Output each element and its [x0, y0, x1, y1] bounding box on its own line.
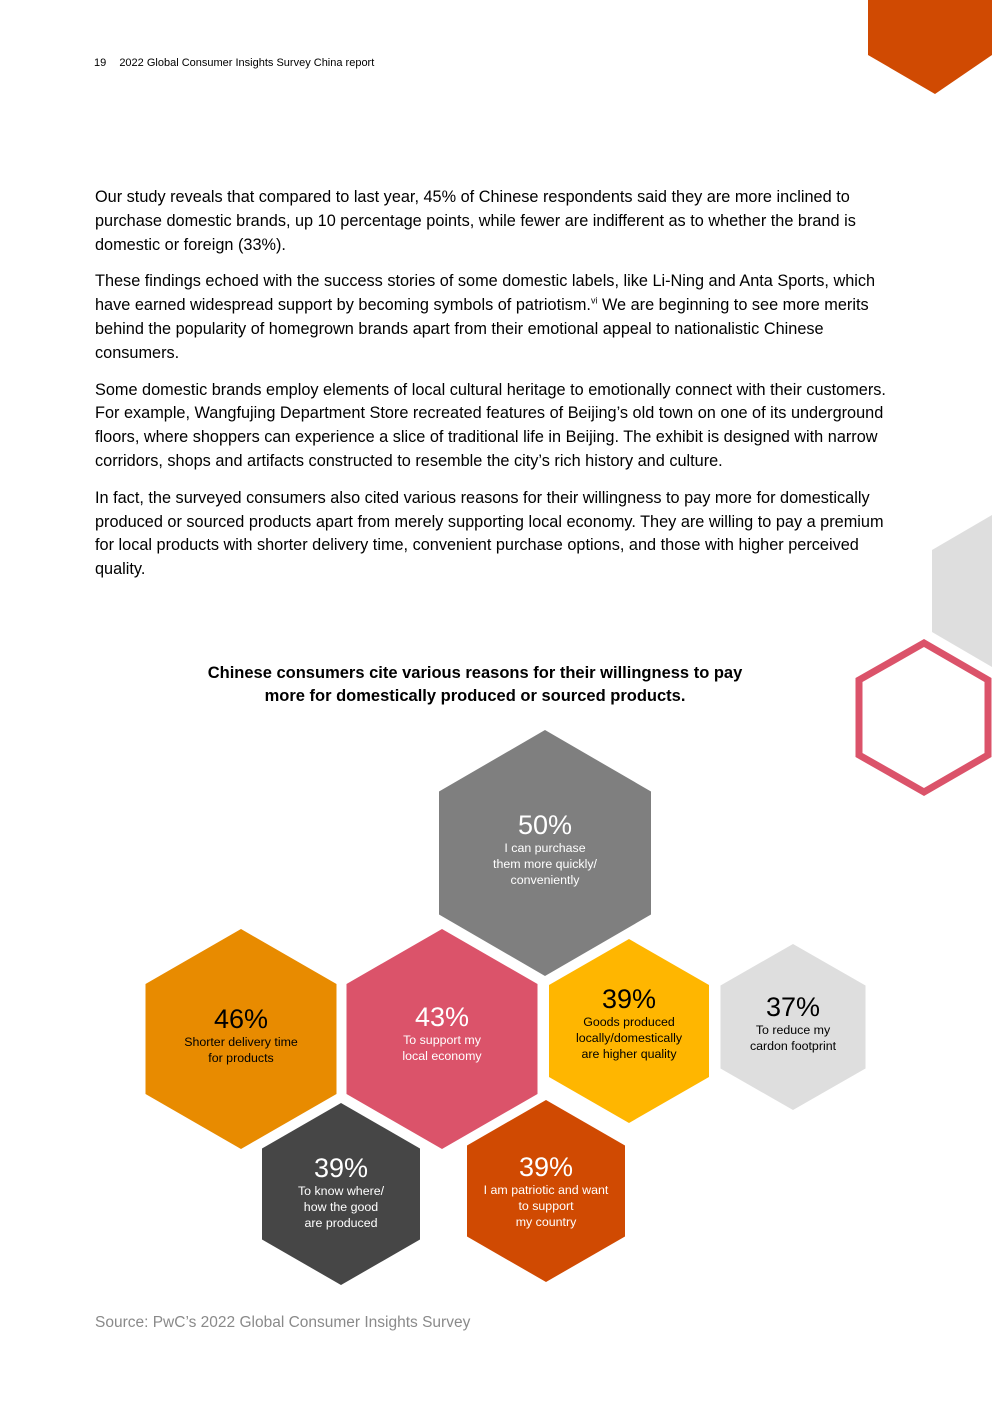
paragraph-2-part-1: These findings echoed with the success stories of some domestic labels, like Li-Ning and Anta Sports, which have earned widespread support by becoming symbols of patriotism.: [95, 272, 876, 315]
hexagon-label-line: To reduce my: [755, 1023, 831, 1037]
hexagon-label-line: To know where/: [297, 1184, 385, 1198]
hexagon-percentage: 43%: [414, 1002, 470, 1032]
hexagon-percentage: 50%: [517, 810, 573, 840]
hexagon-label-line: local economy: [402, 1049, 482, 1063]
paragraph-2-part-2: We are beginning to see more merits behind the popularity of homegrown brands apart from their emotional appeal to nationalistic Chinese consumers.: [95, 296, 869, 362]
hexagon-label-line: conveniently: [510, 873, 580, 887]
hexagon-percentage: 39%: [601, 984, 657, 1014]
hexagon-percentage: 37%: [765, 992, 821, 1022]
hexagon-percentage: 39%: [518, 1152, 574, 1182]
hexagon-label-7: [446, 1152, 646, 1230]
chart-title-line-2: more for domestically produced or sourced products.: [264, 687, 686, 705]
hexagon-label-2: [141, 1004, 341, 1066]
hexagon-label-1: [445, 810, 645, 888]
hexagon-label-line: for products: [208, 1051, 274, 1065]
source-note: Source: PwC’s 2022 Global Consumer Insights Survey: [95, 1314, 471, 1331]
page-number: 19: [94, 57, 107, 69]
hexagon-label-line: To support my: [403, 1033, 481, 1047]
hexagon-label-line: Goods produced: [583, 1015, 675, 1029]
hexagon-percentage: 39%: [313, 1153, 369, 1183]
hexagon-label-line: to support: [518, 1199, 574, 1213]
hexagon-label-line: how the good: [303, 1200, 379, 1214]
hexagon-label-6: [241, 1153, 441, 1231]
hexagon-label-line: locally/domestically: [575, 1031, 683, 1045]
chart-title-line-1: Chinese consumers cite various reasons for their willingness to pay: [207, 664, 743, 682]
hexagon-label-line: my country: [515, 1215, 577, 1229]
hexagon-label-line: I am patriotic and want: [483, 1183, 609, 1197]
hexagon-label-line: them more quickly/: [493, 857, 597, 871]
hexagon-label-line: Shorter delivery time: [184, 1035, 298, 1049]
paragraph-3: Some domestic brands employ elements of local cultural heritage to emotionally connect with their customers. For example, Wangfujing Department Store recreated features of Beijing’s old town on one of its underground floors, where shoppers can experience a slice of traditional life in Beijing. The exhibit is designed with narrow corridors, shops and artifacts constructed to resemble the city’s rich history and culture.: [95, 380, 886, 470]
report-title: 2022 Global Consumer Insights Survey China report: [119, 57, 375, 69]
hexagon-label-line: are higher quality: [581, 1047, 677, 1061]
footnote-ref: vi: [590, 295, 598, 306]
hexagon-label-5: [693, 992, 893, 1054]
hexagon-label-line: cardon footprint: [749, 1039, 837, 1053]
hexagon-label-line: are produced: [304, 1216, 378, 1230]
hexagon-label-3: [342, 1002, 542, 1064]
hexagon-percentage: 46%: [213, 1004, 269, 1034]
hexagon-label-line: I can purchase: [504, 841, 586, 855]
paragraph-4: In fact, the surveyed consumers also cited various reasons for their willingness to pay more for domestically produced or sourced products apart from merely supporting local economy. They are willing to pay a premium for local products with shorter delivery time, convenient purchase options, and those with higher perceived quality.: [95, 488, 884, 579]
paragraph-1: Our study reveals that compared to last year, 45% of Chinese respondents said they are more inclined to purchase domestic brands, up 10 percentage points, while fewer are indifferent as to whether the brand is domestic or foreign (33%).: [95, 188, 856, 254]
